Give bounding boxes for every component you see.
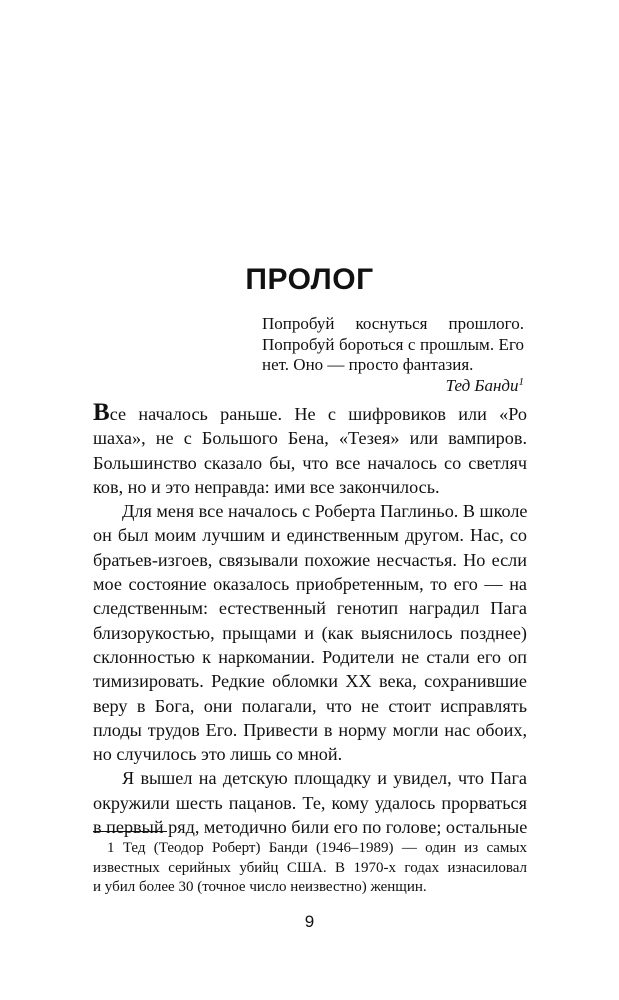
epigraph-author-name: Тед Банди [445,375,519,395]
epigraph-author [262,376,524,397]
body-line: братьев-изгоев, связывали похожие несчастья. Но если [93,549,527,570]
body-line: окружили шесть пацанов. Те, кому удалось прорваться [93,792,527,813]
footnote-text: Тед (Теодор Роберт) Банди (1946–1989) — один из самых [122,840,528,856]
body-line: Я вышел на детскую площадку и увидел, что Пага [122,768,527,789]
footnote-line [93,839,527,859]
body-line: ков, но и это неправда: ими все закончилось. [93,476,440,497]
body-line: шаха», не с Большого Бена, «Тезея» или вампиров. [93,428,527,449]
footnote-divider [93,831,167,832]
body-line: веру в Бога, они полагали, что не стоит исправлять [93,695,527,716]
body-line: следственным: естественный генотип наградил Пага [93,598,527,619]
epigraph-line: нет. Оно — просто фантазия. [262,355,474,374]
body-line: склонностью к наркомании. Родители не стали его оп [93,646,527,667]
body-line: Большинство сказало бы, что все началось со светляч [93,452,527,473]
body-line: но случилось это лишь со мной. [93,744,343,765]
epigraph-line: Попробуй коснуться прошлого. [262,314,524,333]
body-line-text: се началось раньше. Не с шифровиков или «Ро [109,404,527,424]
body-line: мое состояние оказалось приобретенным, то его — на [93,574,527,595]
footnote-line: и убил более 30 (точное число неизвестно) женщин. [93,879,427,895]
drop-cap: В [93,399,110,426]
body-line: плоды трудов Его. Привести в норму могли нас обоих, [93,719,527,740]
body-line [93,399,527,426]
page-number: 9 [304,912,315,931]
footnote-line: известных серийных убийц США. В 1970-х годах изнасиловал [93,859,527,876]
epigraph [262,314,524,396]
footnote-marker: 1 [107,840,115,856]
epigraph-line: Попробуй бороться с прошлым. Его [262,334,524,354]
body-line: в первый ряд, методично били его по голове; остальные [93,817,528,838]
footnotes [93,839,527,898]
body-line: тимизировать. Редкие обломки XX века, сохранившие [93,671,527,692]
body-line: близорукостью, прыщами и (как выяснилось позднее) [93,622,527,643]
body-line: Для меня все началось с Роберта Паглиньо. В школе [122,501,528,522]
body-line: он был моим лучшим и единственным другом. Нас, со [93,525,527,546]
body-text [93,399,528,839]
footnote-reference: 1 [518,375,524,388]
chapter-title: ПРОЛОГ [245,263,374,296]
